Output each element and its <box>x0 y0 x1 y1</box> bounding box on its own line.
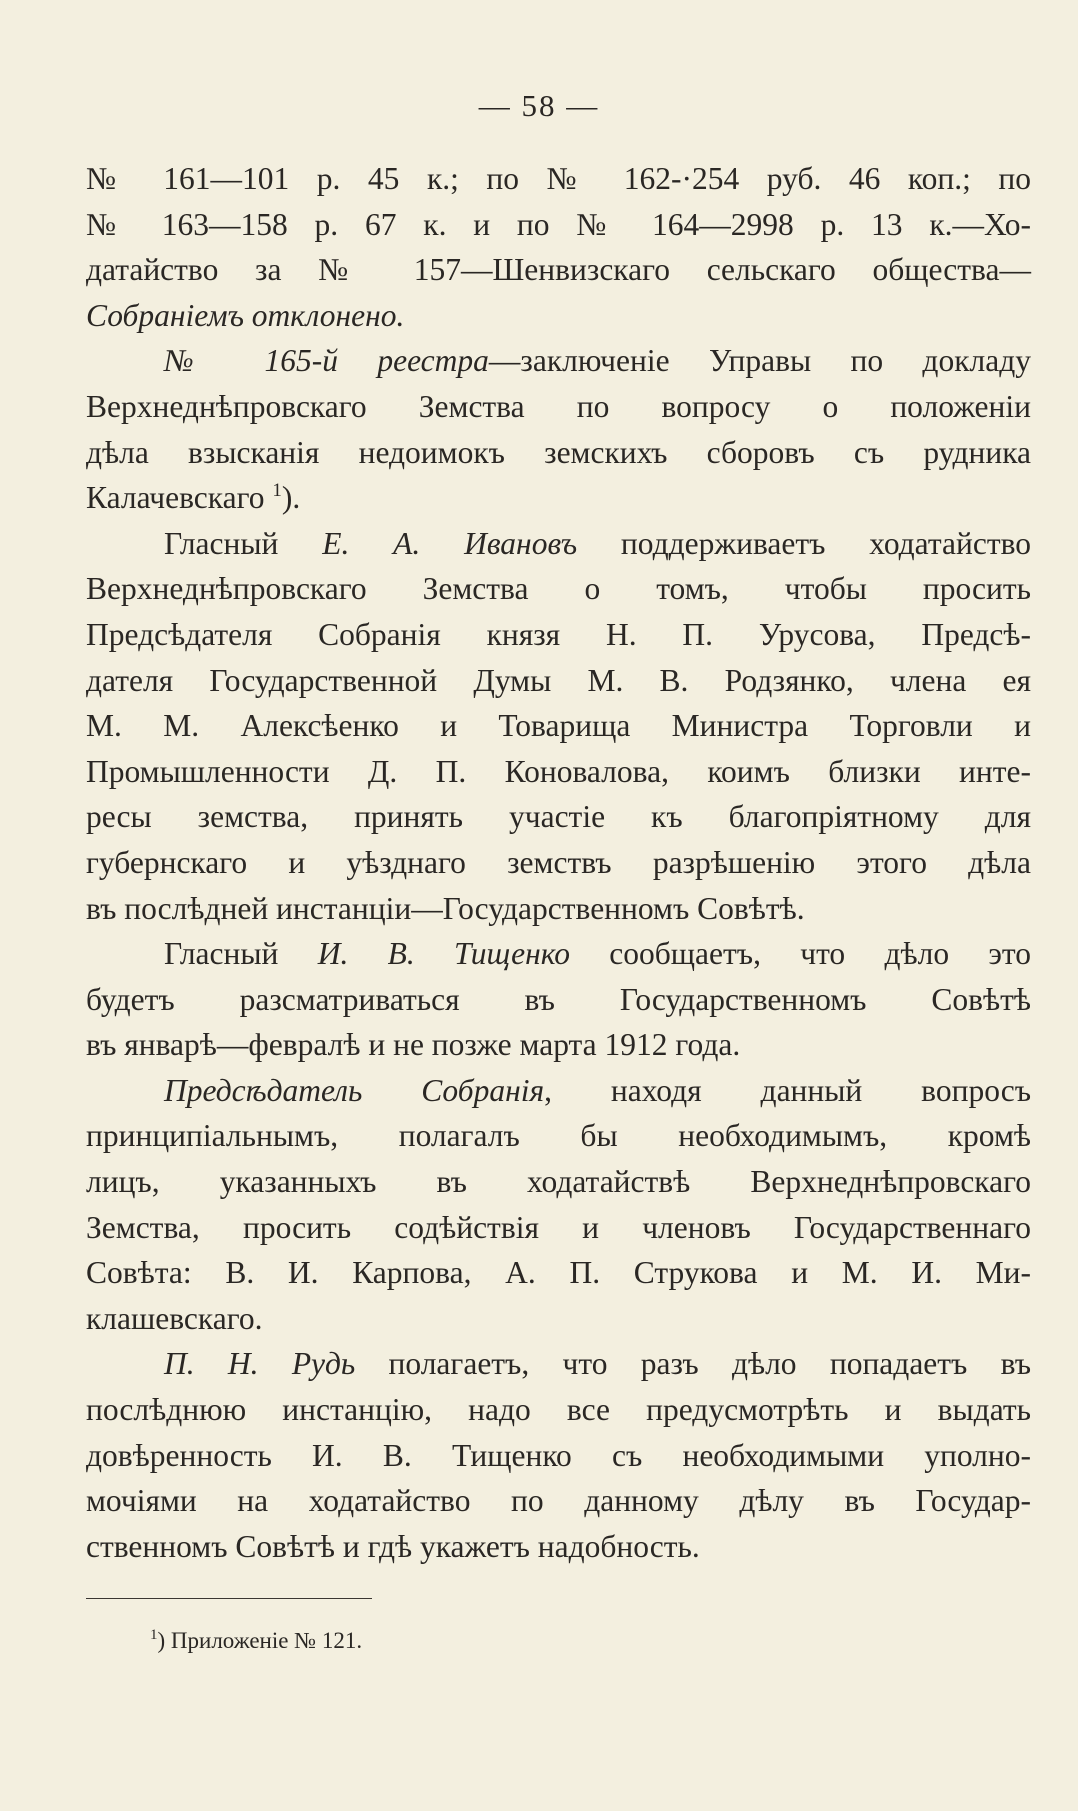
text-run: Земства, просить содѣйствія и членовъ Государственнаго <box>86 1209 1031 1245</box>
text-run: Верхнеднѣпровскаго Земства по вопросу о положеніи <box>86 388 1031 424</box>
text-run: въ послѣдней инстанціи—Государственномъ Совѣтѣ. <box>86 890 805 926</box>
italic-run: П. Н. Рудь <box>164 1346 356 1382</box>
text-line <box>86 749 1031 795</box>
footnote-divider <box>86 1598 372 1599</box>
text-line <box>86 1387 1031 1433</box>
text-run: ). <box>281 480 301 516</box>
text-line <box>86 156 1031 202</box>
text-run: будетъ разсматриваться въ Государственномъ Совѣтѣ <box>86 981 1031 1017</box>
text-run: поддерживаетъ ходатайство <box>577 525 1031 561</box>
text-line <box>86 931 1031 977</box>
text-run: въ январѣ—февралѣ и не позже марта 1912 года. <box>86 1027 741 1063</box>
text-run: Гласный <box>164 936 318 972</box>
italic-run: Предсѣдатель Собранія <box>164 1072 545 1108</box>
text-line <box>86 430 1031 476</box>
text-run: Верхнеднѣпровскаго Земства о томъ, чтобы просить <box>86 571 1031 607</box>
text-line <box>86 293 1031 339</box>
italic-run: И. В. Тищенко <box>317 936 570 972</box>
text-run: , находя данный вопросъ <box>544 1072 1031 1108</box>
text-run: довѣренность И. В. Тищенко съ необходимыми уполно- <box>86 1437 1031 1473</box>
text-run: № 161—101 р. 45 к.; по № 162-·254 руб. 46 коп.; по <box>86 161 1031 196</box>
text-run: ственномъ Совѣтѣ и гдѣ укажетъ надобность. <box>86 1528 700 1564</box>
text-line <box>86 1524 1031 1570</box>
text-line <box>86 202 1031 248</box>
text-line <box>86 475 1031 521</box>
text-line <box>86 840 1031 886</box>
footnote <box>150 1628 362 1654</box>
text-line <box>86 886 1031 932</box>
text-line <box>86 1296 1031 1342</box>
text-line <box>86 521 1031 567</box>
text-line <box>86 566 1031 612</box>
text-line <box>86 658 1031 704</box>
italic-run: Е. А. Ивановъ <box>322 525 578 561</box>
text-line <box>86 977 1031 1023</box>
page-number: — 58 — <box>478 88 600 123</box>
text-line <box>86 612 1031 658</box>
text-run: послѣднюю инстанцію, надо все предусмотрѣть и выдать <box>86 1392 1031 1428</box>
text-run: сообщаетъ, что дѣло это <box>570 936 1031 972</box>
text-line <box>86 338 1031 384</box>
text-line <box>86 703 1031 749</box>
text-run: губернскаго и уѣзднаго земствъ разрѣшенію этого дѣла <box>86 844 1031 880</box>
text-run: датайство за № 157—Шенвизскаго сельскаго общества— <box>86 252 1031 288</box>
text-run: полагаетъ, что разъ дѣло попадаетъ въ <box>355 1346 1031 1382</box>
text-line <box>86 794 1031 840</box>
text-line <box>86 1205 1031 1251</box>
italic-run: № 165-й реестра <box>164 343 489 379</box>
text-run: № 163—158 р. 67 к. и по № 164—2998 р. 13 к.—Хо- <box>86 206 1031 242</box>
body-text <box>86 156 1031 1569</box>
text-run: мочіями на ходатайство по данному дѣлу въ Государ- <box>86 1483 1031 1519</box>
text-run: Промышленности Д. П. Коновалова, коимъ близки инте- <box>86 753 1031 789</box>
text-line <box>86 1159 1031 1205</box>
text-run: Совѣта: В. И. Карпова, А. П. Струкова и М. И. Ми- <box>86 1255 1031 1291</box>
text-line <box>86 1022 1031 1068</box>
text-line <box>86 1433 1031 1479</box>
text-run: дателя Государственной Думы М. В. Родзянко, члена ея <box>86 662 1031 698</box>
text-line <box>86 247 1031 293</box>
text-run: клашевскаго. <box>86 1300 263 1336</box>
text-run: принципіальнымъ, полагалъ бы необходимымъ, кромѣ <box>86 1118 1031 1154</box>
text-line <box>86 1113 1031 1159</box>
text-run: ресы земства, принять участіе къ благопріятному для <box>86 799 1031 835</box>
text-run: М. М. Алексѣенко и Товарища Министра Торговли и <box>86 708 1031 744</box>
text-run: Предсѣдателя Собранія князя Н. П. Урусова, Предсѣ- <box>86 616 1031 652</box>
footnote-reference: 1 <box>272 480 282 502</box>
text-line <box>86 1341 1031 1387</box>
italic-run: Собраніемъ отклонено. <box>86 297 405 333</box>
footnote-mark: 1 <box>150 1627 158 1643</box>
text-line <box>86 1068 1031 1114</box>
text-run: Гласный <box>164 525 323 561</box>
text-run: Калачевскаго <box>86 480 273 516</box>
text-line <box>86 1478 1031 1524</box>
text-run: —заключеніе Управы по докладу <box>488 343 1031 379</box>
text-run: лицъ, указанныхъ въ ходатайствѣ Верхнеднѣпровскаго <box>86 1164 1031 1200</box>
text-line <box>86 1250 1031 1296</box>
footnote-text: ) Приложеніе № 121. <box>157 1628 363 1653</box>
text-run: дѣла взысканія недоимокъ земскихъ сборовъ съ рудника <box>86 434 1031 470</box>
text-line <box>86 384 1031 430</box>
